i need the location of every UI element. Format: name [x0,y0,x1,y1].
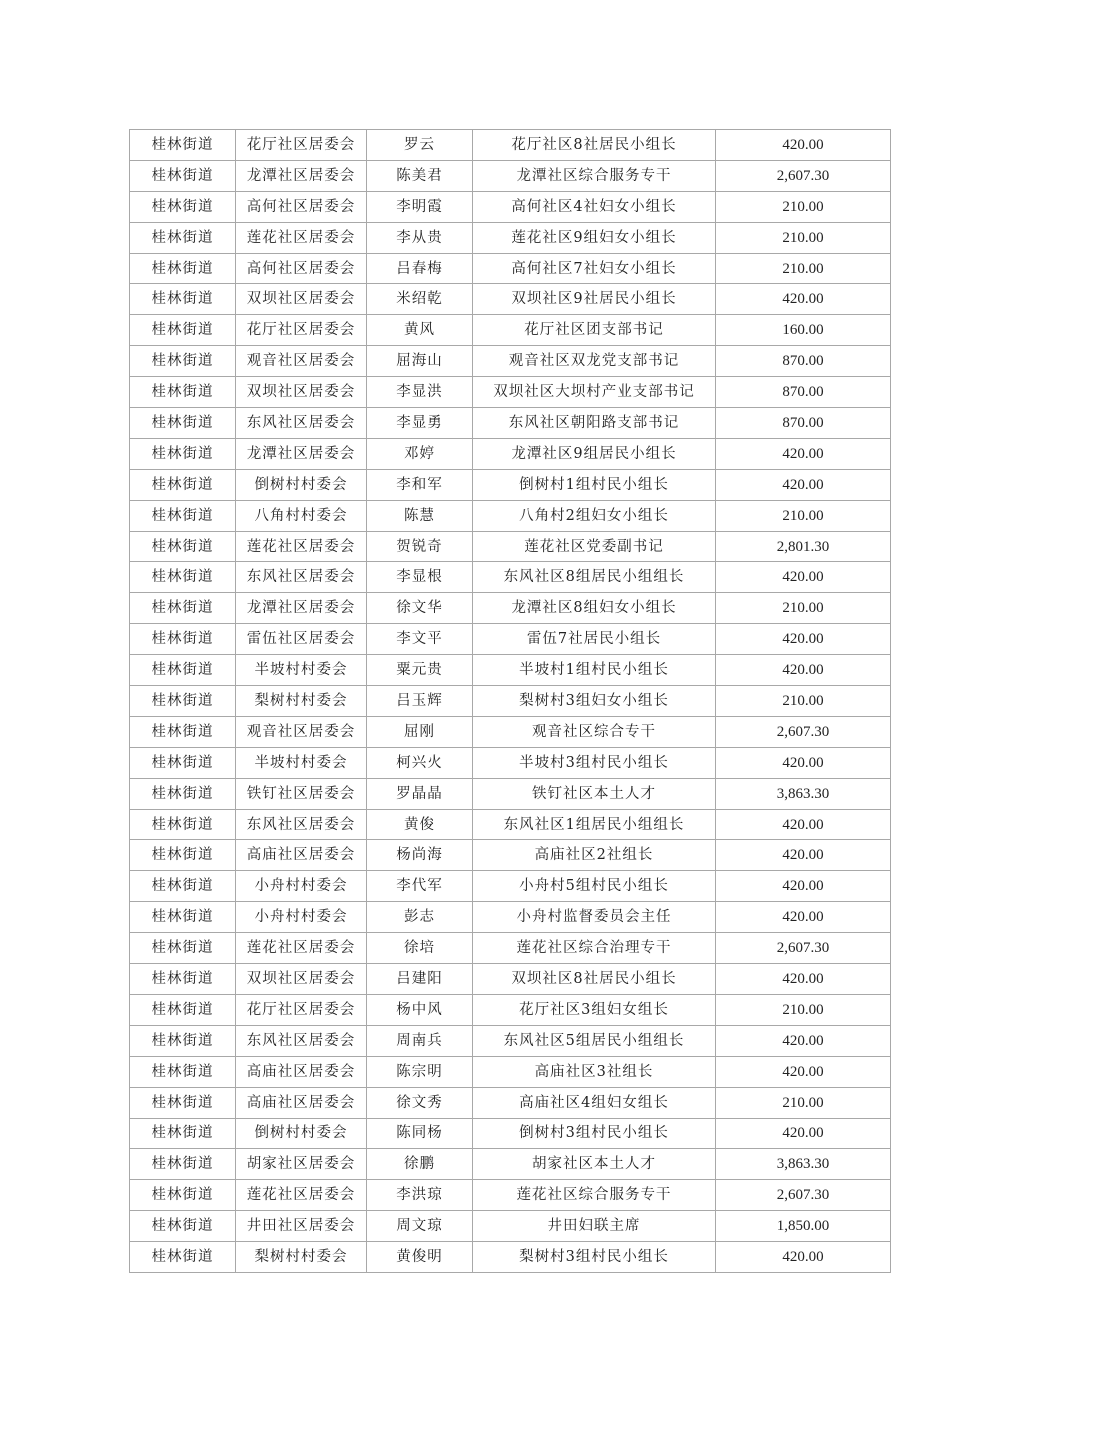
name-cell: 米绍乾 [367,284,473,315]
position-cell: 高庙社区4组妇女组长 [473,1087,716,1118]
name-cell: 吕玉辉 [367,686,473,717]
street-cell: 桂林街道 [130,624,236,655]
subsidy-table [129,129,891,1273]
street-cell: 桂林街道 [130,346,236,377]
street-cell: 桂林街道 [130,377,236,408]
name-cell: 李代军 [367,871,473,902]
position-cell: 双坝社区大坝村产业支部书记 [473,377,716,408]
table-row [130,933,891,964]
table-row [130,562,891,593]
name-cell: 吕建阳 [367,964,473,995]
name-cell: 彭志 [367,902,473,933]
committee-cell: 半坡村村委会 [236,747,367,778]
position-cell: 高何社区4社妇女小组长 [473,191,716,222]
table-row [130,284,891,315]
amount-cell: 420.00 [716,747,891,778]
committee-cell: 高何社区居委会 [236,253,367,284]
amount-cell: 420.00 [716,284,891,315]
street-cell: 桂林街道 [130,1242,236,1273]
position-cell: 高庙社区3社组长 [473,1056,716,1087]
position-cell: 雷伍7社居民小组长 [473,624,716,655]
committee-cell: 半坡村村委会 [236,655,367,686]
committee-cell: 高何社区居委会 [236,191,367,222]
committee-cell: 花厅社区居委会 [236,994,367,1025]
amount-cell: 210.00 [716,593,891,624]
name-cell: 黄俊明 [367,1242,473,1273]
amount-cell: 420.00 [716,809,891,840]
table-row [130,160,891,191]
table-row [130,1087,891,1118]
position-cell: 双坝社区8社居民小组长 [473,964,716,995]
amount-cell: 210.00 [716,500,891,531]
street-cell: 桂林街道 [130,1180,236,1211]
position-cell: 龙潭社区8组妇女小组长 [473,593,716,624]
amount-cell: 870.00 [716,346,891,377]
position-cell: 倒树村1组村民小组长 [473,469,716,500]
committee-cell: 梨树村村委会 [236,1242,367,1273]
table-row [130,902,891,933]
committee-cell: 井田社区居委会 [236,1211,367,1242]
street-cell: 桂林街道 [130,160,236,191]
position-cell: 胡家社区本土人才 [473,1149,716,1180]
street-cell: 桂林街道 [130,130,236,161]
committee-cell: 小舟村村委会 [236,871,367,902]
name-cell: 粟元贵 [367,655,473,686]
name-cell: 陈美君 [367,160,473,191]
committee-cell: 莲花社区居委会 [236,933,367,964]
street-cell: 桂林街道 [130,840,236,871]
table-row [130,222,891,253]
street-cell: 桂林街道 [130,191,236,222]
name-cell: 徐鹏 [367,1149,473,1180]
committee-cell: 双坝社区居委会 [236,377,367,408]
amount-cell: 420.00 [716,964,891,995]
name-cell: 李洪琼 [367,1180,473,1211]
table-row [130,871,891,902]
street-cell: 桂林街道 [130,593,236,624]
amount-cell: 420.00 [716,562,891,593]
table-row [130,377,891,408]
street-cell: 桂林街道 [130,500,236,531]
street-cell: 桂林街道 [130,871,236,902]
street-cell: 桂林街道 [130,1118,236,1149]
street-cell: 桂林街道 [130,315,236,346]
committee-cell: 高庙社区居委会 [236,840,367,871]
amount-cell: 210.00 [716,994,891,1025]
position-cell: 小舟村监督委员会主任 [473,902,716,933]
position-cell: 铁钉社区本土人才 [473,778,716,809]
name-cell: 吕春梅 [367,253,473,284]
street-cell: 桂林街道 [130,964,236,995]
table-row [130,315,891,346]
street-cell: 桂林街道 [130,469,236,500]
position-cell: 梨树村3组妇女小组长 [473,686,716,717]
position-cell: 高庙社区2社组长 [473,840,716,871]
amount-cell: 2,607.30 [716,160,891,191]
committee-cell: 东风社区居委会 [236,408,367,439]
position-cell: 双坝社区9社居民小组长 [473,284,716,315]
committee-cell: 东风社区居委会 [236,809,367,840]
name-cell: 李从贵 [367,222,473,253]
committee-cell: 东风社区居委会 [236,562,367,593]
committee-cell: 观音社区居委会 [236,716,367,747]
street-cell: 桂林街道 [130,1211,236,1242]
position-cell: 莲花社区9组妇女小组长 [473,222,716,253]
committee-cell: 莲花社区居委会 [236,531,367,562]
amount-cell: 2,801.30 [716,531,891,562]
name-cell: 杨尚海 [367,840,473,871]
committee-cell: 八角村村委会 [236,500,367,531]
table-row [130,1118,891,1149]
table-row [130,840,891,871]
table-row [130,747,891,778]
position-cell: 井田妇联主席 [473,1211,716,1242]
table-row [130,346,891,377]
name-cell: 陈慧 [367,500,473,531]
amount-cell: 2,607.30 [716,933,891,964]
position-cell: 梨树村3组村民小组长 [473,1242,716,1273]
table-row [130,1025,891,1056]
position-cell: 莲花社区党委副书记 [473,531,716,562]
name-cell: 周南兵 [367,1025,473,1056]
street-cell: 桂林街道 [130,284,236,315]
position-cell: 龙潭社区9组居民小组长 [473,438,716,469]
amount-cell: 210.00 [716,191,891,222]
committee-cell: 铁钉社区居委会 [236,778,367,809]
table-row [130,655,891,686]
position-cell: 东风社区8组居民小组组长 [473,562,716,593]
name-cell: 徐文秀 [367,1087,473,1118]
position-cell: 东风社区1组居民小组组长 [473,809,716,840]
committee-cell: 莲花社区居委会 [236,222,367,253]
name-cell: 陈宗明 [367,1056,473,1087]
committee-cell: 胡家社区居委会 [236,1149,367,1180]
committee-cell: 双坝社区居委会 [236,964,367,995]
amount-cell: 210.00 [716,1087,891,1118]
table-row [130,500,891,531]
position-cell: 莲花社区综合治理专干 [473,933,716,964]
street-cell: 桂林街道 [130,902,236,933]
amount-cell: 2,607.30 [716,1180,891,1211]
committee-cell: 龙潭社区居委会 [236,160,367,191]
name-cell: 周文琼 [367,1211,473,1242]
table-row [130,964,891,995]
name-cell: 杨中风 [367,994,473,1025]
position-cell: 花厅社区团支部书记 [473,315,716,346]
name-cell: 贺锐奇 [367,531,473,562]
amount-cell: 420.00 [716,624,891,655]
table-row [130,809,891,840]
table-row [130,716,891,747]
street-cell: 桂林街道 [130,994,236,1025]
amount-cell: 210.00 [716,253,891,284]
name-cell: 黄风 [367,315,473,346]
position-cell: 东风社区5组居民小组组长 [473,1025,716,1056]
table-row [130,469,891,500]
name-cell: 罗云 [367,130,473,161]
name-cell: 屈刚 [367,716,473,747]
amount-cell: 2,607.30 [716,716,891,747]
street-cell: 桂林街道 [130,809,236,840]
committee-cell: 花厅社区居委会 [236,315,367,346]
committee-cell: 倒树村村委会 [236,469,367,500]
street-cell: 桂林街道 [130,686,236,717]
amount-cell: 420.00 [716,655,891,686]
street-cell: 桂林街道 [130,562,236,593]
amount-cell: 1,850.00 [716,1211,891,1242]
committee-cell: 高庙社区居委会 [236,1087,367,1118]
position-cell: 高何社区7社妇女小组长 [473,253,716,284]
name-cell: 李和军 [367,469,473,500]
street-cell: 桂林街道 [130,408,236,439]
name-cell: 柯兴火 [367,747,473,778]
name-cell: 徐培 [367,933,473,964]
amount-cell: 870.00 [716,408,891,439]
table-row [130,1056,891,1087]
committee-cell: 高庙社区居委会 [236,1056,367,1087]
position-cell: 龙潭社区综合服务专干 [473,160,716,191]
committee-cell: 龙潭社区居委会 [236,593,367,624]
committee-cell: 雷伍社区居委会 [236,624,367,655]
amount-cell: 420.00 [716,438,891,469]
street-cell: 桂林街道 [130,747,236,778]
position-cell: 半坡村3组村民小组长 [473,747,716,778]
table-row [130,408,891,439]
position-cell: 花厅社区8社居民小组长 [473,130,716,161]
amount-cell: 420.00 [716,902,891,933]
amount-cell: 420.00 [716,840,891,871]
table-row [130,191,891,222]
table-row [130,593,891,624]
street-cell: 桂林街道 [130,222,236,253]
name-cell: 李文平 [367,624,473,655]
table-row [130,1242,891,1273]
position-cell: 花厅社区3组妇女组长 [473,994,716,1025]
name-cell: 李明霞 [367,191,473,222]
amount-cell: 210.00 [716,686,891,717]
committee-cell: 双坝社区居委会 [236,284,367,315]
street-cell: 桂林街道 [130,531,236,562]
street-cell: 桂林街道 [130,1056,236,1087]
committee-cell: 小舟村村委会 [236,902,367,933]
street-cell: 桂林街道 [130,1087,236,1118]
table-row [130,1180,891,1211]
street-cell: 桂林街道 [130,1149,236,1180]
position-cell: 半坡村1组村民小组长 [473,655,716,686]
committee-cell: 倒树村村委会 [236,1118,367,1149]
table-row [130,1149,891,1180]
street-cell: 桂林街道 [130,933,236,964]
committee-cell: 莲花社区居委会 [236,1180,367,1211]
name-cell: 屈海山 [367,346,473,377]
amount-cell: 210.00 [716,222,891,253]
position-cell: 东风社区朝阳路支部书记 [473,408,716,439]
committee-cell: 东风社区居委会 [236,1025,367,1056]
table-row [130,994,891,1025]
name-cell: 徐文华 [367,593,473,624]
street-cell: 桂林街道 [130,1025,236,1056]
table-row [130,778,891,809]
name-cell: 罗晶晶 [367,778,473,809]
street-cell: 桂林街道 [130,778,236,809]
position-cell: 八角村2组妇女小组长 [473,500,716,531]
position-cell: 莲花社区综合服务专干 [473,1180,716,1211]
street-cell: 桂林街道 [130,655,236,686]
position-cell: 观音社区综合专干 [473,716,716,747]
amount-cell: 3,863.30 [716,778,891,809]
committee-cell: 观音社区居委会 [236,346,367,377]
amount-cell: 870.00 [716,377,891,408]
position-cell: 小舟村5组村民小组长 [473,871,716,902]
table-row [130,438,891,469]
position-cell: 观音社区双龙党支部书记 [473,346,716,377]
table-row [130,253,891,284]
street-cell: 桂林街道 [130,716,236,747]
table-row [130,1211,891,1242]
street-cell: 桂林街道 [130,253,236,284]
name-cell: 李显根 [367,562,473,593]
amount-cell: 420.00 [716,1025,891,1056]
name-cell: 李显洪 [367,377,473,408]
position-cell: 倒树村3组村民小组长 [473,1118,716,1149]
committee-cell: 梨树村村委会 [236,686,367,717]
committee-cell: 花厅社区居委会 [236,130,367,161]
amount-cell: 420.00 [716,1242,891,1273]
amount-cell: 420.00 [716,1056,891,1087]
table-row [130,624,891,655]
table-row [130,531,891,562]
name-cell: 邓婷 [367,438,473,469]
name-cell: 陈同杨 [367,1118,473,1149]
table-body [130,130,891,1273]
committee-cell: 龙潭社区居委会 [236,438,367,469]
amount-cell: 160.00 [716,315,891,346]
amount-cell: 420.00 [716,1118,891,1149]
table-row [130,686,891,717]
table-row [130,130,891,161]
amount-cell: 420.00 [716,130,891,161]
name-cell: 李显勇 [367,408,473,439]
amount-cell: 420.00 [716,871,891,902]
street-cell: 桂林街道 [130,438,236,469]
amount-cell: 420.00 [716,469,891,500]
name-cell: 黄俊 [367,809,473,840]
amount-cell: 3,863.30 [716,1149,891,1180]
